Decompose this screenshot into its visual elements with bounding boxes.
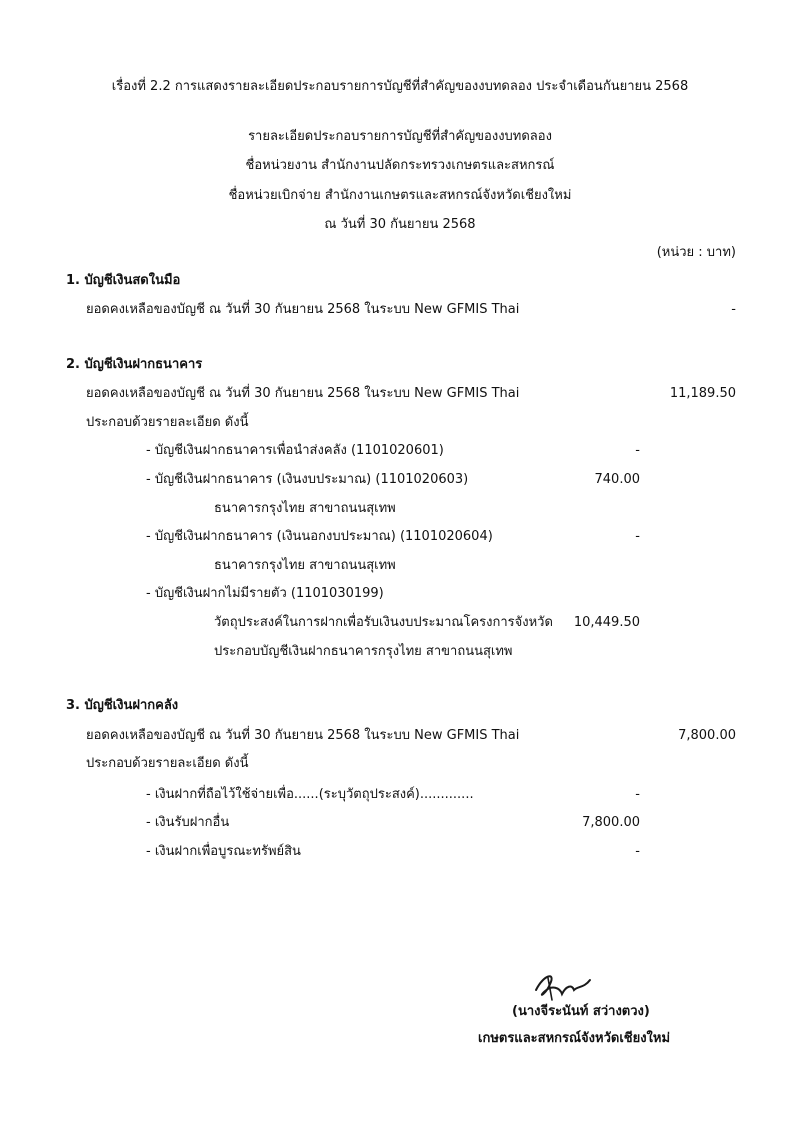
section-2-item-2-bank: ธนาคารกรุงไทย สาขาถนนสุเทพ <box>214 501 396 516</box>
section-1-balance: - <box>731 302 736 317</box>
section-3-item-3: - เงินฝากเพื่อบูรณะทรัพย์สิน <box>146 844 301 859</box>
section-2-item-1: - บัญชีเงินฝากธนาคารเพื่อนำส่งคลัง (1101020601) <box>146 443 444 458</box>
section-2-item-4-amount: 10,449.50 <box>573 615 640 630</box>
signer-title: เกษตรและสหกรณ์จังหวัดเชียงใหม่ <box>478 1031 671 1046</box>
section-2-item-2-amount: 740.00 <box>594 472 640 487</box>
section-2-detail-label: ประกอบด้วยรายละเอียด ดังนี้ <box>86 415 249 430</box>
section-2-item-1-amount: - <box>635 443 640 458</box>
section-2-item-3-bank: ธนาคารกรุงไทย สาขาถนนสุเทพ <box>214 558 396 573</box>
header-line-3: ชื่อหน่วยเบิกจ่าย สำนักงานเกษตรและสหกรณ์จังหวัดเชียงใหม่ <box>228 188 572 203</box>
section-3-item-2: - เงินรับฝากอื่น <box>146 815 230 830</box>
section-2-item-4-purpose: วัตถุประสงค์ในการฝากเพื่อรับเงินงบประมาณโครงการจังหวัด <box>214 615 553 630</box>
section-2-item-3-amount: - <box>635 529 640 544</box>
header-line-4: ณ วันที่ 30 กันยายน 2568 <box>324 217 476 232</box>
section-3-detail-label: ประกอบด้วยรายละเอียด ดังนี้ <box>86 756 249 771</box>
signature <box>530 968 600 1004</box>
section-2-title: 2. บัญชีเงินฝากธนาคาร <box>66 357 203 372</box>
section-3-item-1-amount: - <box>635 787 640 802</box>
section-2-item-2: - บัญชีเงินฝากธนาคาร (เงินงบประมาณ) (1101020603) <box>146 472 469 487</box>
header-line-2: ชื่อหน่วยงาน สำนักงานปลัดกระทรวงเกษตรและสหกรณ์ <box>245 158 555 173</box>
section-3-title: 3. บัญชีเงินฝากคลัง <box>66 698 179 713</box>
header-line-1: รายละเอียดประกอบรายการบัญชีที่สำคัญของงบทดลอง <box>248 129 552 144</box>
section-1-title: 1. บัญชีเงินสดในมือ <box>66 273 181 288</box>
section-3-item-2-amount: 7,800.00 <box>582 815 640 830</box>
signer-name: (นางจีระนันท์ สว่างตวง) <box>512 1004 650 1019</box>
unit-label: (หน่วย : บาท) <box>656 245 736 260</box>
section-2-item-3: - บัญชีเงินฝากธนาคาร (เงินนอกงบประมาณ) (1101020604) <box>146 529 493 544</box>
section-3-item-3-amount: - <box>635 844 640 859</box>
section-2-balance-label: ยอดคงเหลือของบัญชี ณ วันที่ 30 กันยายน 2568 ในระบบ New GFMIS Thai <box>86 386 520 401</box>
section-2-item-4: - บัญชีเงินฝากไม่มีรายตัว (1101030199) <box>146 586 384 601</box>
section-3-balance: 7,800.00 <box>678 728 736 743</box>
document-title: เรื่องที่ 2.2 การแสดงรายละเอียดประกอบรายการบัญชีที่สำคัญของงบทดลอง ประจำเดือนกันยายน 2568 <box>111 79 689 94</box>
section-2-balance: 11,189.50 <box>669 386 736 401</box>
section-1-balance-label: ยอดคงเหลือของบัญชี ณ วันที่ 30 กันยายน 2568 ในระบบ New GFMIS Thai <box>86 302 520 317</box>
section-2-item-4-bank: ประกอบบัญชีเงินฝากธนาคารกรุงไทย สาขาถนนสุเทพ <box>214 644 513 659</box>
section-3-balance-label: ยอดคงเหลือของบัญชี ณ วันที่ 30 กันยายน 2568 ในระบบ New GFMIS Thai <box>86 728 520 743</box>
section-3-item-1: - เงินฝากที่ถือไว้ใช้จ่ายเพื่อ......(ระบุวัตถุประสงค์)............. <box>146 787 474 802</box>
